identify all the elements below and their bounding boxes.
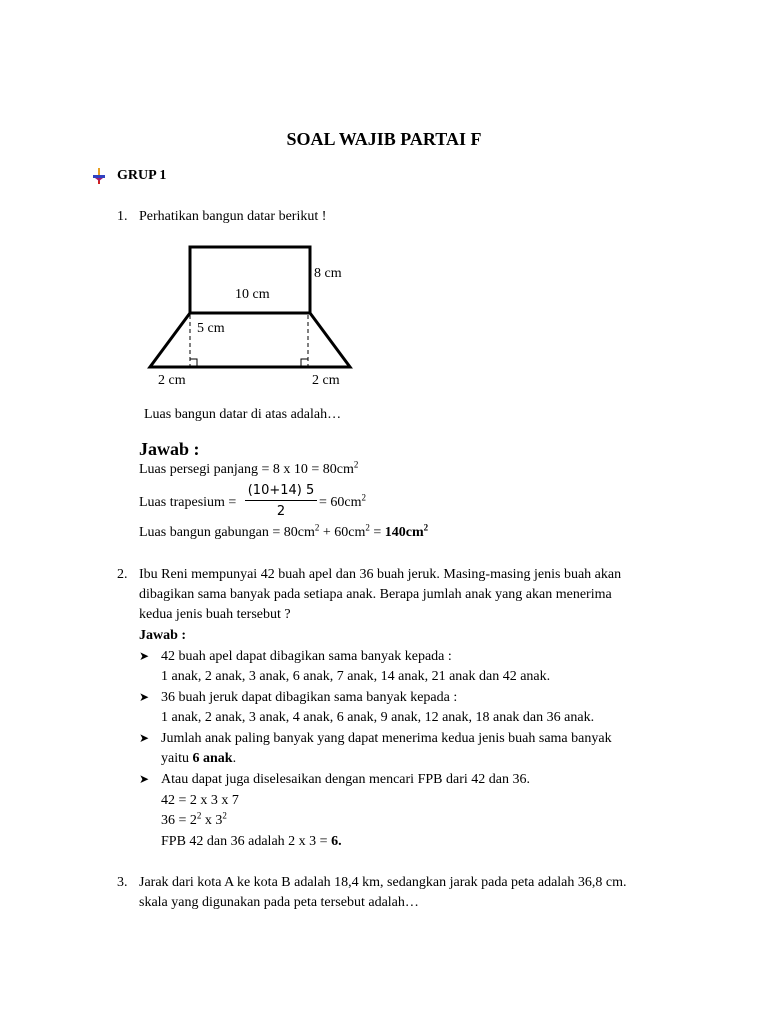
- label-rect-width: 10 cm: [235, 287, 270, 302]
- right-angle-left: [190, 359, 197, 366]
- right-angle-right: [301, 359, 308, 366]
- q1-answer-line2-prefix: Luas trapesium =: [139, 495, 237, 510]
- pin-icon: [90, 167, 108, 185]
- q1-number: 1.: [117, 209, 128, 224]
- arrow-bullet-icon: ➤: [139, 731, 150, 745]
- arrow-bullet-icon: ➤: [139, 690, 150, 704]
- q2-bullet2-line1: 36 buah jeruk dapat dibagikan sama banyak kepada :: [161, 690, 458, 705]
- fraction-denominator: 2: [276, 504, 286, 519]
- q2-text-line: dibagikan sama banyak pada setiapa anak. Berapa jumlah anak yang akan menerima: [139, 587, 612, 602]
- q2-bullet3-line1: Jumlah anak paling banyak yang dapat menerima kedua jenis buah sama banyak: [161, 731, 612, 746]
- page-title: SOAL WAJIB PARTAI F: [286, 129, 482, 149]
- q2-bullet4-line3: $36 = 2^2$ x $3^2$: [161, 810, 227, 828]
- q2-bullet4-line2: 42 = 2 x 3 x 7: [161, 793, 239, 808]
- label-rect-height: 8 cm: [314, 266, 342, 281]
- q1-answer-line3: Luas bangun gabungan = $80cm^2 + 60cm^2 = 140cm^2$: [139, 522, 429, 540]
- q1-question: Luas bangun datar di atas adalah…: [144, 407, 342, 422]
- trapezoid-shape: [150, 313, 350, 367]
- rectangle-shape: [190, 247, 310, 313]
- q2-text-line: Ibu Reni mempunyai 42 buah apel dan 36 buah jeruk. Masing-masing jenis buah akan: [139, 567, 622, 582]
- group-label: GRUP 1: [117, 168, 167, 183]
- q2-bullet1-line1: 42 buah apel dapat dibagikan sama banyak kepada :: [161, 649, 452, 664]
- q2-text-line: kedua jenis buah tersebut ?: [139, 607, 291, 622]
- q3-number: 3.: [117, 875, 128, 890]
- q2-bullet3-line2: yaitu 6 anak.: [161, 751, 237, 766]
- q3-line2: skala yang digunakan pada peta tersebut adalah…: [139, 895, 419, 910]
- q1-answer-line2-result: = $60cm^2$: [319, 492, 366, 510]
- q2-answer-heading: Jawab :: [139, 628, 187, 643]
- q1-answer-heading: Jawab :: [139, 439, 200, 459]
- fraction-numerator: (10+14) 5: [245, 483, 317, 501]
- q1-text: Perhatikan bangun datar berikut !: [139, 209, 327, 224]
- q2-bullet2-line2: 1 anak, 2 anak, 3 anak, 4 anak, 6 anak, 9 anak, 12 anak, 18 anak dan 36 anak.: [161, 710, 595, 725]
- q2-bullet4-line4: FPB 42 dan 36 adalah 2 x 3 = 6.: [161, 834, 342, 849]
- arrow-bullet-icon: ➤: [139, 772, 150, 786]
- q2-bullet4-line1: Atau dapat juga diselesaikan dengan mencari FPB dari 42 dan 36.: [161, 772, 530, 787]
- label-left-base: 2 cm: [158, 373, 186, 388]
- q2-bullet1-line2: 1 anak, 2 anak, 3 anak, 6 anak, 7 anak, 14 anak, 21 anak dan 42 anak.: [161, 669, 551, 684]
- trapezoid-fraction: [245, 483, 317, 519]
- q1-answer-line1: Luas persegi panjang = 8 x $10 = 80cm^2$: [139, 459, 359, 477]
- label-right-base: 2 cm: [312, 373, 340, 388]
- q2-number: 2.: [117, 567, 128, 582]
- q3-line1: Jarak dari kota A ke kota B adalah 18,4 km, sedangkan jarak pada peta adalah 36,8 cm.: [139, 875, 627, 890]
- label-trap-height: 5 cm: [197, 321, 225, 336]
- arrow-bullet-icon: ➤: [139, 649, 150, 663]
- q1-figure: [140, 240, 380, 390]
